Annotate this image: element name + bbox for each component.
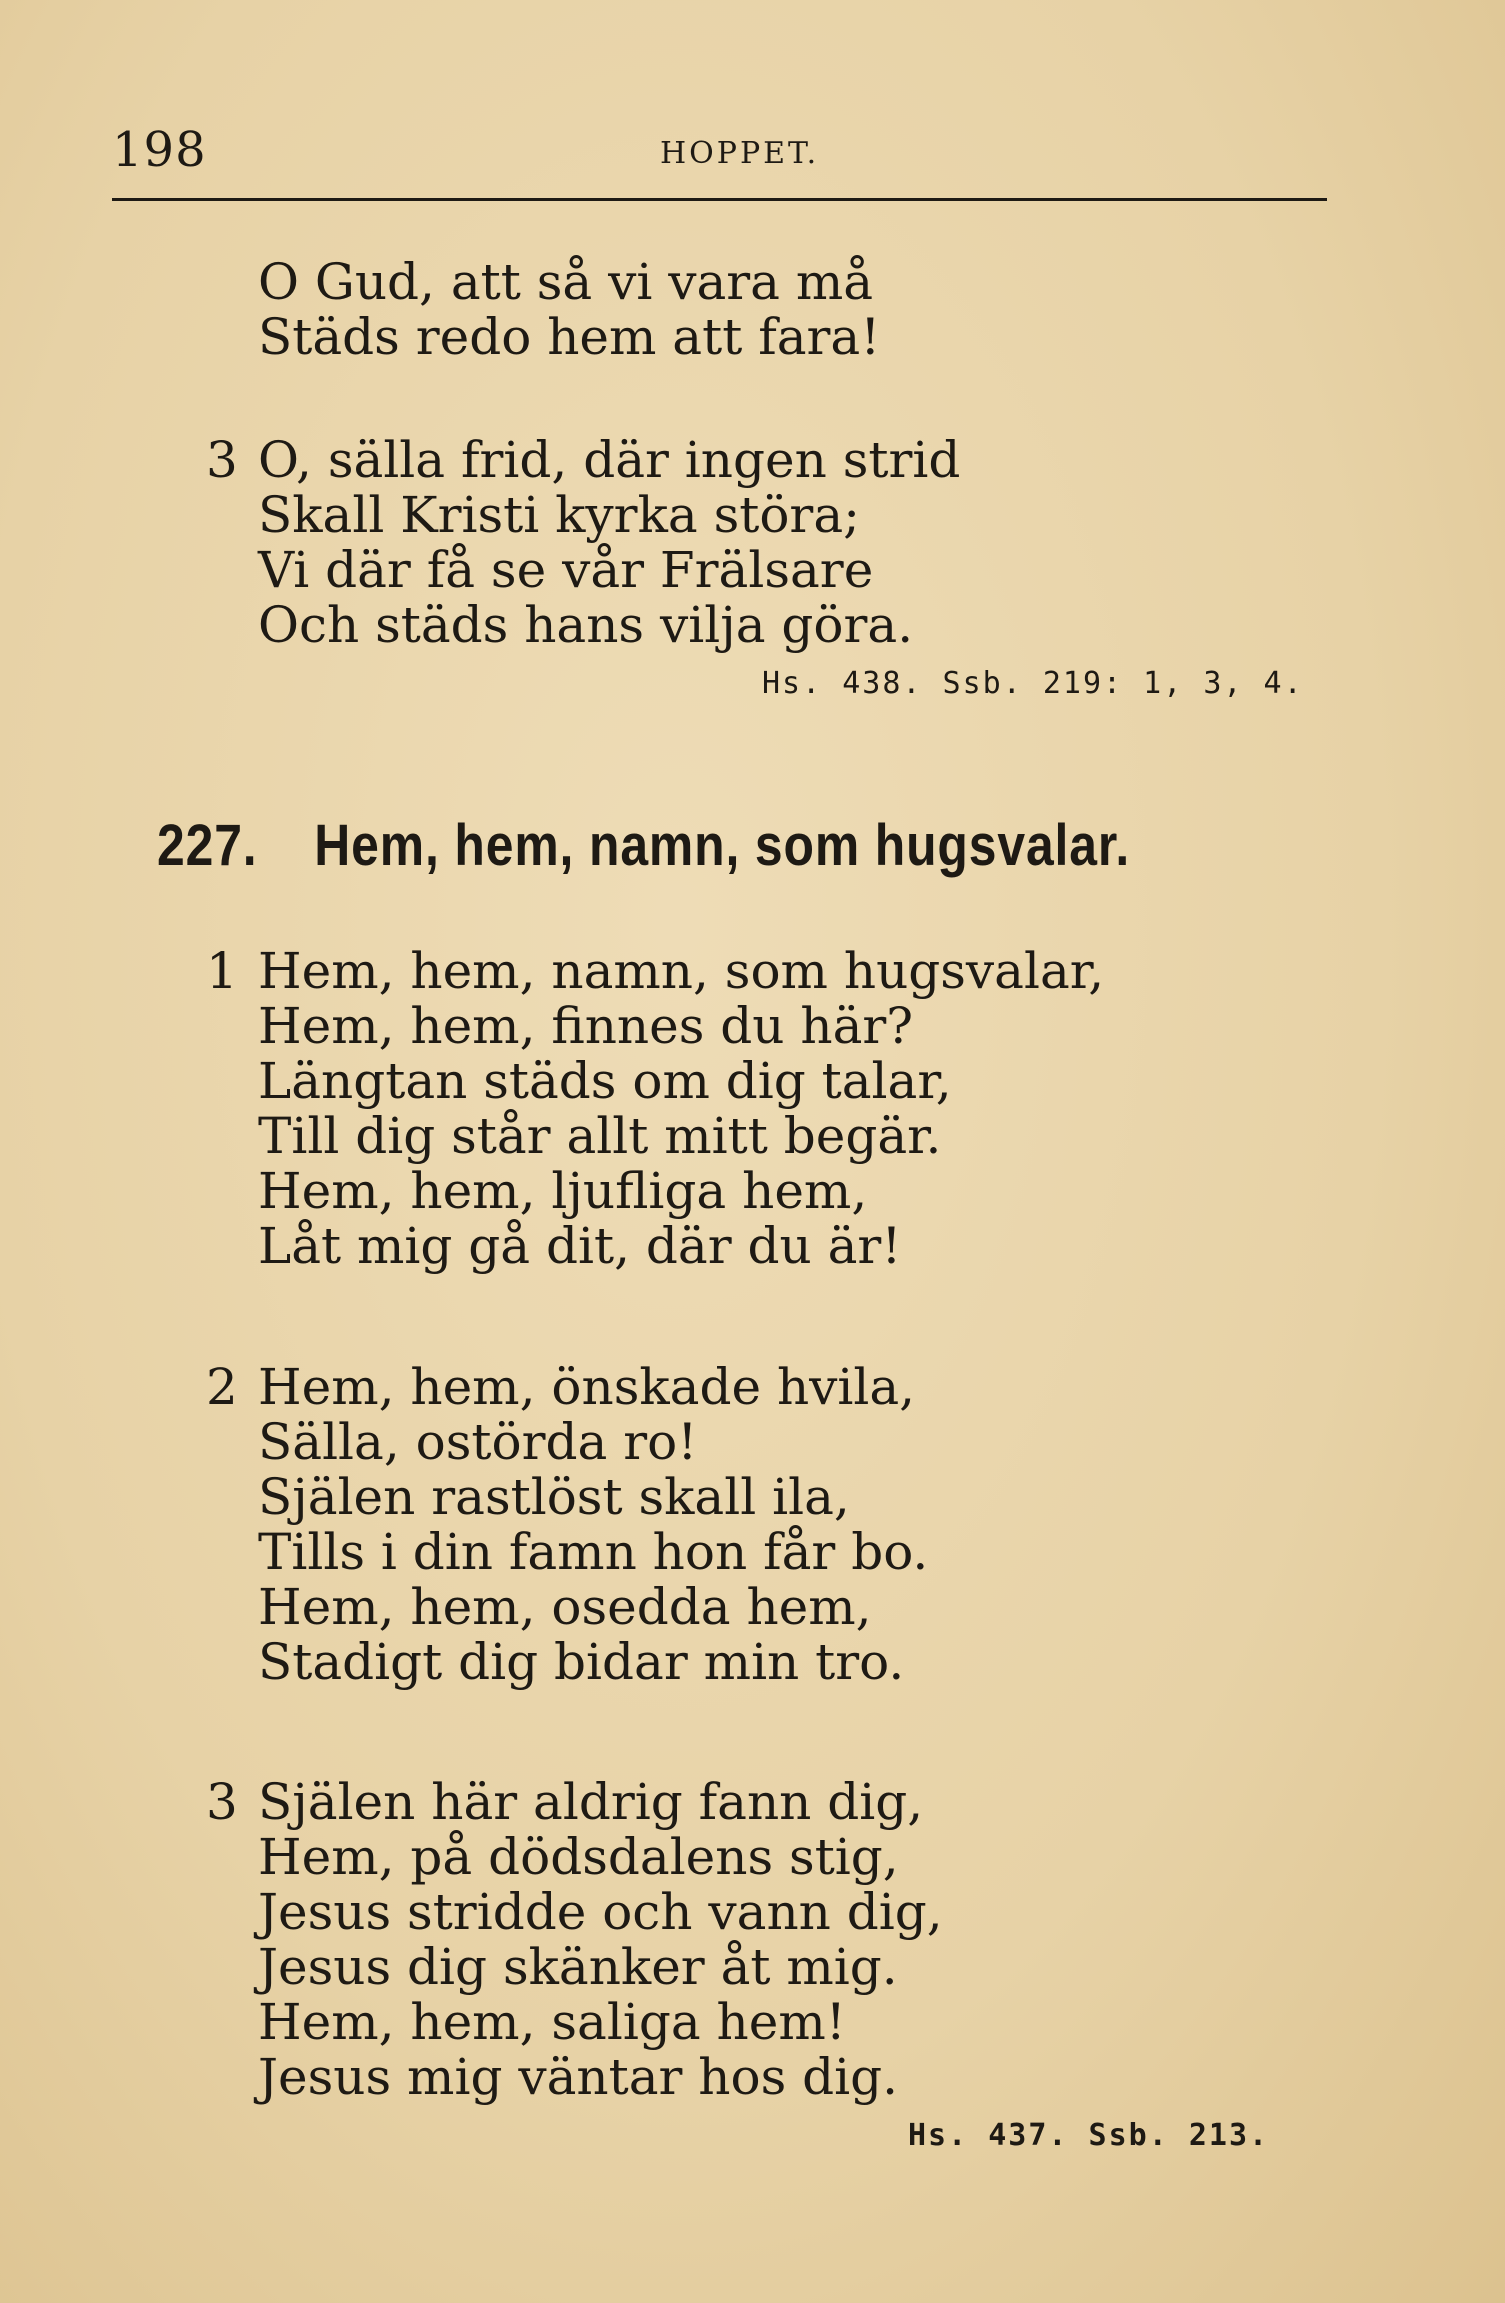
verse-line: Jesus stridde och vann dig, bbox=[258, 1883, 943, 1941]
verse-line: Själen här aldrig fann dig, bbox=[258, 1773, 924, 1831]
page-number: 198 bbox=[112, 122, 207, 178]
verse-line: Till dig står allt mitt begär. bbox=[258, 1107, 942, 1165]
verse-line: Städs redo hem att fara! bbox=[258, 308, 881, 366]
verse-line: Längtan städs om dig talar, bbox=[258, 1052, 952, 1110]
verse-line: Själen rastlöst skall ila, bbox=[258, 1468, 850, 1526]
verse-line: Hem, på dödsdalens stig, bbox=[258, 1828, 899, 1886]
verse-line: Sälla, ostörda ro! bbox=[258, 1413, 698, 1471]
hymn-heading bbox=[157, 812, 1130, 879]
verse-line: Jesus dig skänker åt mig. bbox=[258, 1938, 898, 1996]
verse-line: Hem, hem, önskade hvila, bbox=[258, 1358, 916, 1416]
verse-line: Vi där få se vår Frälsare bbox=[258, 541, 874, 599]
page-header bbox=[112, 122, 1327, 182]
running-head: HOPPET. bbox=[660, 136, 820, 171]
hymn-reference: Hs. 437. Ssb. 213. bbox=[908, 2118, 1270, 2153]
verse-line: Och städs hans vilja göra. bbox=[258, 596, 914, 654]
verse-line: Stadigt dig bidar min tro. bbox=[258, 1633, 905, 1691]
verse-line: O Gud, att så vi vara må bbox=[258, 253, 874, 311]
verse-line: Hem, hem, finnes du här? bbox=[258, 997, 914, 1055]
verse-line: Hem, hem, osedda hem, bbox=[258, 1578, 872, 1636]
verse-line: Jesus mig väntar hos dig. bbox=[258, 2048, 899, 2106]
verse-line: O, sälla frid, där ingen strid bbox=[258, 431, 961, 489]
verse-line: Låt mig gå dit, där du är! bbox=[258, 1217, 902, 1275]
verse-line: Hem, hem, ljufliga hem, bbox=[258, 1162, 868, 1220]
header-rule bbox=[112, 198, 1327, 201]
previous-hymn-reference: Hs. 438. Ssb. 219: 1, 3, 4. bbox=[762, 666, 1304, 701]
stanza-number: 2 bbox=[206, 1358, 238, 1416]
stanza-number: 1 bbox=[206, 942, 238, 1000]
hymn-number: 227. bbox=[157, 813, 258, 878]
stanza-number: 3 bbox=[206, 431, 238, 489]
verse-line: Hem, hem, saliga hem! bbox=[258, 1993, 846, 2051]
verse-line: Hem, hem, namn, som hugsvalar, bbox=[258, 942, 1105, 1000]
hymn-title: Hem, hem, namn, som hugsvalar. bbox=[314, 813, 1131, 878]
stanza-number: 3 bbox=[206, 1773, 238, 1831]
verse-line: Skall Kristi kyrka störa; bbox=[258, 486, 860, 544]
verse-line: Tills i din famn hon får bo. bbox=[258, 1523, 929, 1581]
